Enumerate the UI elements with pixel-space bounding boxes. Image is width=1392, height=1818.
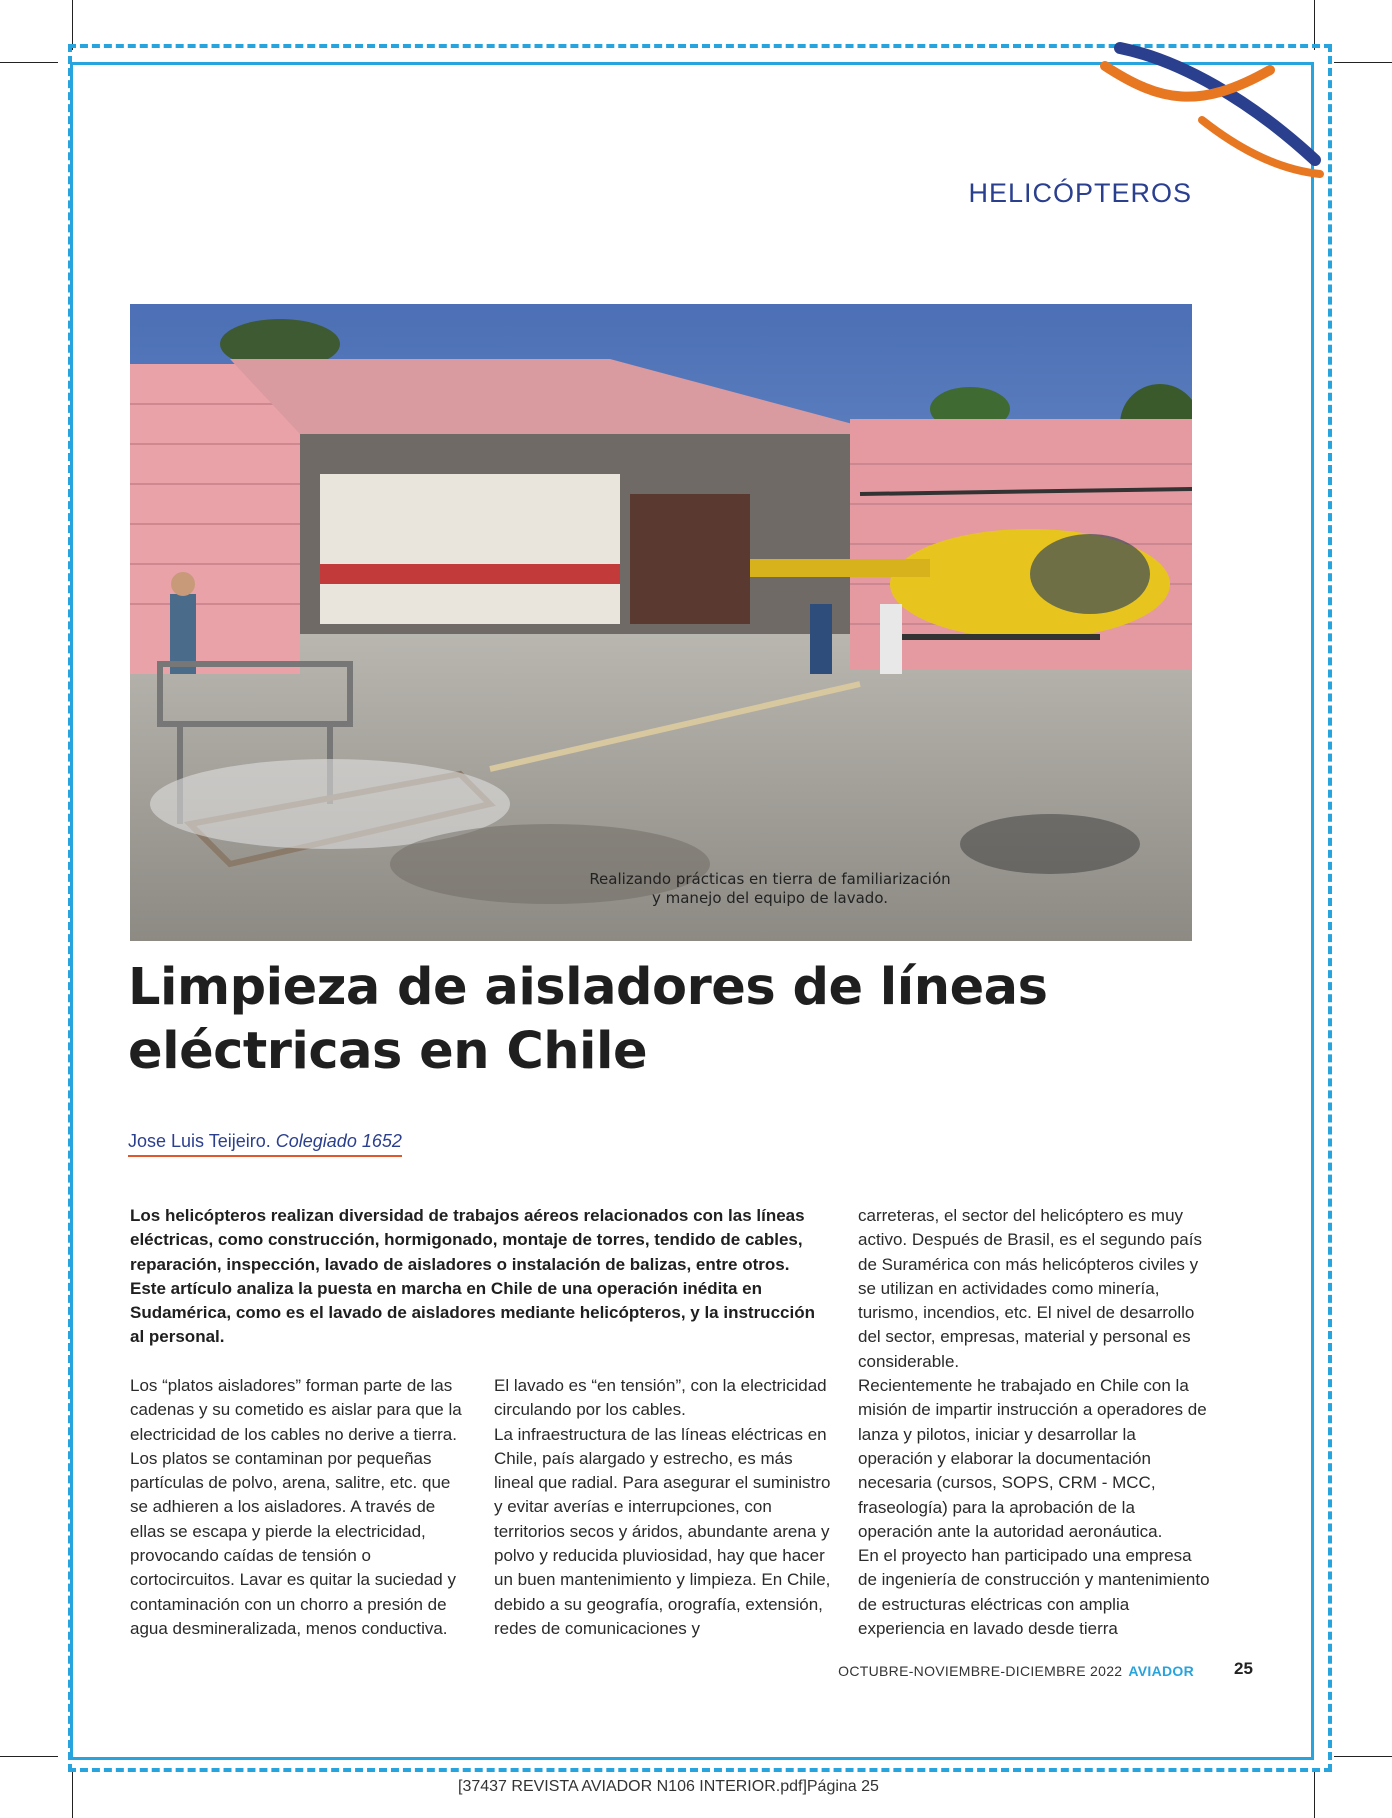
crop-mark [0,62,58,63]
article-title [128,956,1128,1084]
paragraph: Recientemente he trabajado en Chile con la misión de impartir instrucción a operadores de lanza y pilotos, iniciar y desarrollar la operación y elaborar la documentación necesaria (cursos, SOPS, CRM - MCC, fraseología) para la aprobación de la operación ante la autoridad aeronáutica. [858,1376,1207,1541]
body-column-2 [494,1374,834,1641]
author-role: Colegiado 1652 [275,1131,402,1151]
article-lead: Los helicópteros realizan diversidad de trabajos aéreos relacionados con las líneas eléctricas, como construcción, hormigonado, montaje de torres, tendido de cables, reparación, inspección, lavado de aisladores o instalación de balizas, entre otros. Este artículo analiza la puesta en marcha en Chile de una operación inédita en Sudamérica, como es el lavado de aisladores mediante helicópteros, y la instrucción al personal. [130,1206,815,1347]
file-label: [37437 REVISTA AVIADOR N106 INTERIOR.pdf]Página 25 [458,1778,879,1795]
crop-mark [72,0,73,50]
crop-mark [1334,1756,1392,1757]
magazine-brand: AVIADOR [1128,1663,1194,1679]
photo-caption [560,870,980,908]
crop-mark [1314,1770,1315,1818]
article-photo [130,304,1192,941]
paragraph: Los “platos aisladores” forman parte de las cadenas y su cometido es aislar para que la electricidad de los cables no derive a tierra. Los platos se contaminan por pequeñas partículas de polvo, arena, salitre, etc. que se adhieren a los aisladores. A través de ellas se escapa y pierde la electricidad, provocando caídas de tensión o cortocircuitos. Lavar es quitar la suciedad y contaminación con un chorro a presión de agua desmineralizada, menos conductiva. [130,1376,462,1638]
page-footer [838,1663,1194,1679]
byline [128,1131,402,1157]
crop-mark [0,1756,58,1757]
title-line: Limpieza de aisladores de líneas [128,958,1048,1017]
title-line: eléctricas en Chile [128,1022,648,1081]
crop-mark [1334,62,1392,63]
swoosh-logo-icon [1100,40,1330,180]
paragraph: carreteras, el sector del helicóptero es muy activo. Después de Brasil, es el segundo país de Suramérica con más helicópteros civiles y se utilizan en actividades como minería, turismo, incendios, etc. El nivel de desarrollo del sector, empresas, material y personal es considerable. [858,1206,1202,1371]
caption-line: y manejo del equipo de lavado. [651,889,889,907]
caption-line: Realizando prácticas en tierra de familiarización [589,870,951,888]
page-number: 25 [1234,1659,1253,1678]
issue-date: OCTUBRE-NOVIEMBRE-DICIEMBRE 2022 [838,1663,1123,1679]
paragraph: El lavado es “en tensión”, con la electricidad circulando por los cables. [494,1376,827,1420]
body-column-1 [130,1374,470,1641]
author-name: Jose Luis Teijeiro. [128,1131,271,1151]
crop-mark [72,1770,73,1818]
section-label: HELICÓPTEROS [968,178,1192,208]
paragraph: La infraestructura de las líneas eléctricas en Chile, país alargado y estrecho, es más lineal que radial. Para asegurar el suministro y evitar averías e interrupciones, con territorios secos y áridos, abundante arena y polvo y reducida pluviosidad, hay que hacer un buen mantenimiento y limpieza. En Chile, debido a su geografía, orografía, extensión, redes de comunicaciones y [494,1424,831,1638]
body-column-3 [858,1204,1210,1641]
paragraph: En el proyecto han participado una empresa de ingeniería de construcción y mantenimiento de estructuras eléctricas con amplia experiencia en lavado desde tierra [858,1546,1210,1639]
